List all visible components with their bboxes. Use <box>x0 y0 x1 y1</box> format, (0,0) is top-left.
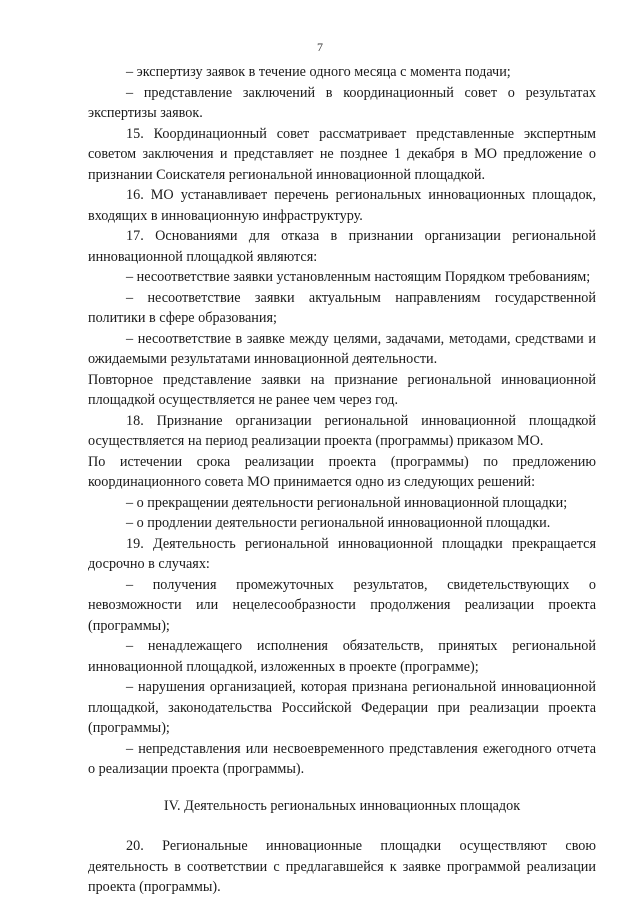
list-item: – непредставления или несвоевременного представления ежегодного отчета о реализации проекта (программы). <box>88 740 596 777</box>
list-item: – получения промежуточных результатов, свидетельствующих о невозможности или нецелесообразности продолжения реализации проекта (программы); <box>88 576 596 634</box>
list-item: – несоответствие заявки актуальным направлениям государственной политики в сфере образования; <box>88 289 596 326</box>
section-heading: IV. Деятельность региональных инновационных площадок <box>163 797 521 814</box>
paragraph: По истечении срока реализации проекта (программы) по предложению координационного совета МО принимается одно из следующих решений: <box>88 453 596 490</box>
paragraph: Повторное представление заявки на признание региональной инновационной площадкой осуществляется не ранее чем через год. <box>88 371 596 408</box>
clause-20: 20. Региональные инновационные площадки осуществляют свою деятельность в соответствии с предлагавшейся к заявке программой реализации проекта (программы). <box>88 838 596 895</box>
list-item: – о продлении деятельности региональной инновационной площадки. <box>126 515 551 531</box>
page-number: 7 <box>317 40 323 54</box>
list-item: – несоответствие заявки установленным настоящим Порядком требованиям; <box>126 269 591 285</box>
clause-16: 16. МО устанавливает перечень региональных инновационных площадок, входящих в инновационную инфраструктуру. <box>88 187 596 224</box>
clause-15: 15. Координационный совет рассматривает представленные экспертным советом заключения и представляет не позднее 1 декабря в МО предложение о признании Соискателя региональной инновационной площадкой. <box>88 125 596 183</box>
list-item: – несоответствие в заявке между целями, задачами, методами, средствами и ожидаемыми результатами инновационной деятельности. <box>88 330 596 367</box>
list-item: – представление заключений в координационный совет о результатах экспертизы заявок. <box>88 84 596 121</box>
clause-18: 18. Признание организации региональной инновационной площадкой осуществляется на период реализации проекта (программы) приказом МО. <box>88 412 596 449</box>
list-item: – экспертизу заявок в течение одного месяца с момента подачи; <box>126 64 511 80</box>
list-item: – о прекращении деятельности региональной инновационной площадки; <box>126 494 568 511</box>
clause-19: 19. Деятельность региональной инновационной площадки прекращается досрочно в случаях: <box>88 535 596 572</box>
list-item: – ненадлежащего исполнения обязательств, принятых региональной инновационной площадкой, изложенных в проекте (программе); <box>88 638 596 675</box>
clause-17: 17. Основаниями для отказа в признании организации региональной инновационной площадкой являются: <box>88 228 596 265</box>
document-body <box>88 62 596 898</box>
list-item: – нарушения организацией, которая признана региональной инновационной площадкой, законодательства Российской Федерации при реализации проекта (программы); <box>88 679 596 736</box>
